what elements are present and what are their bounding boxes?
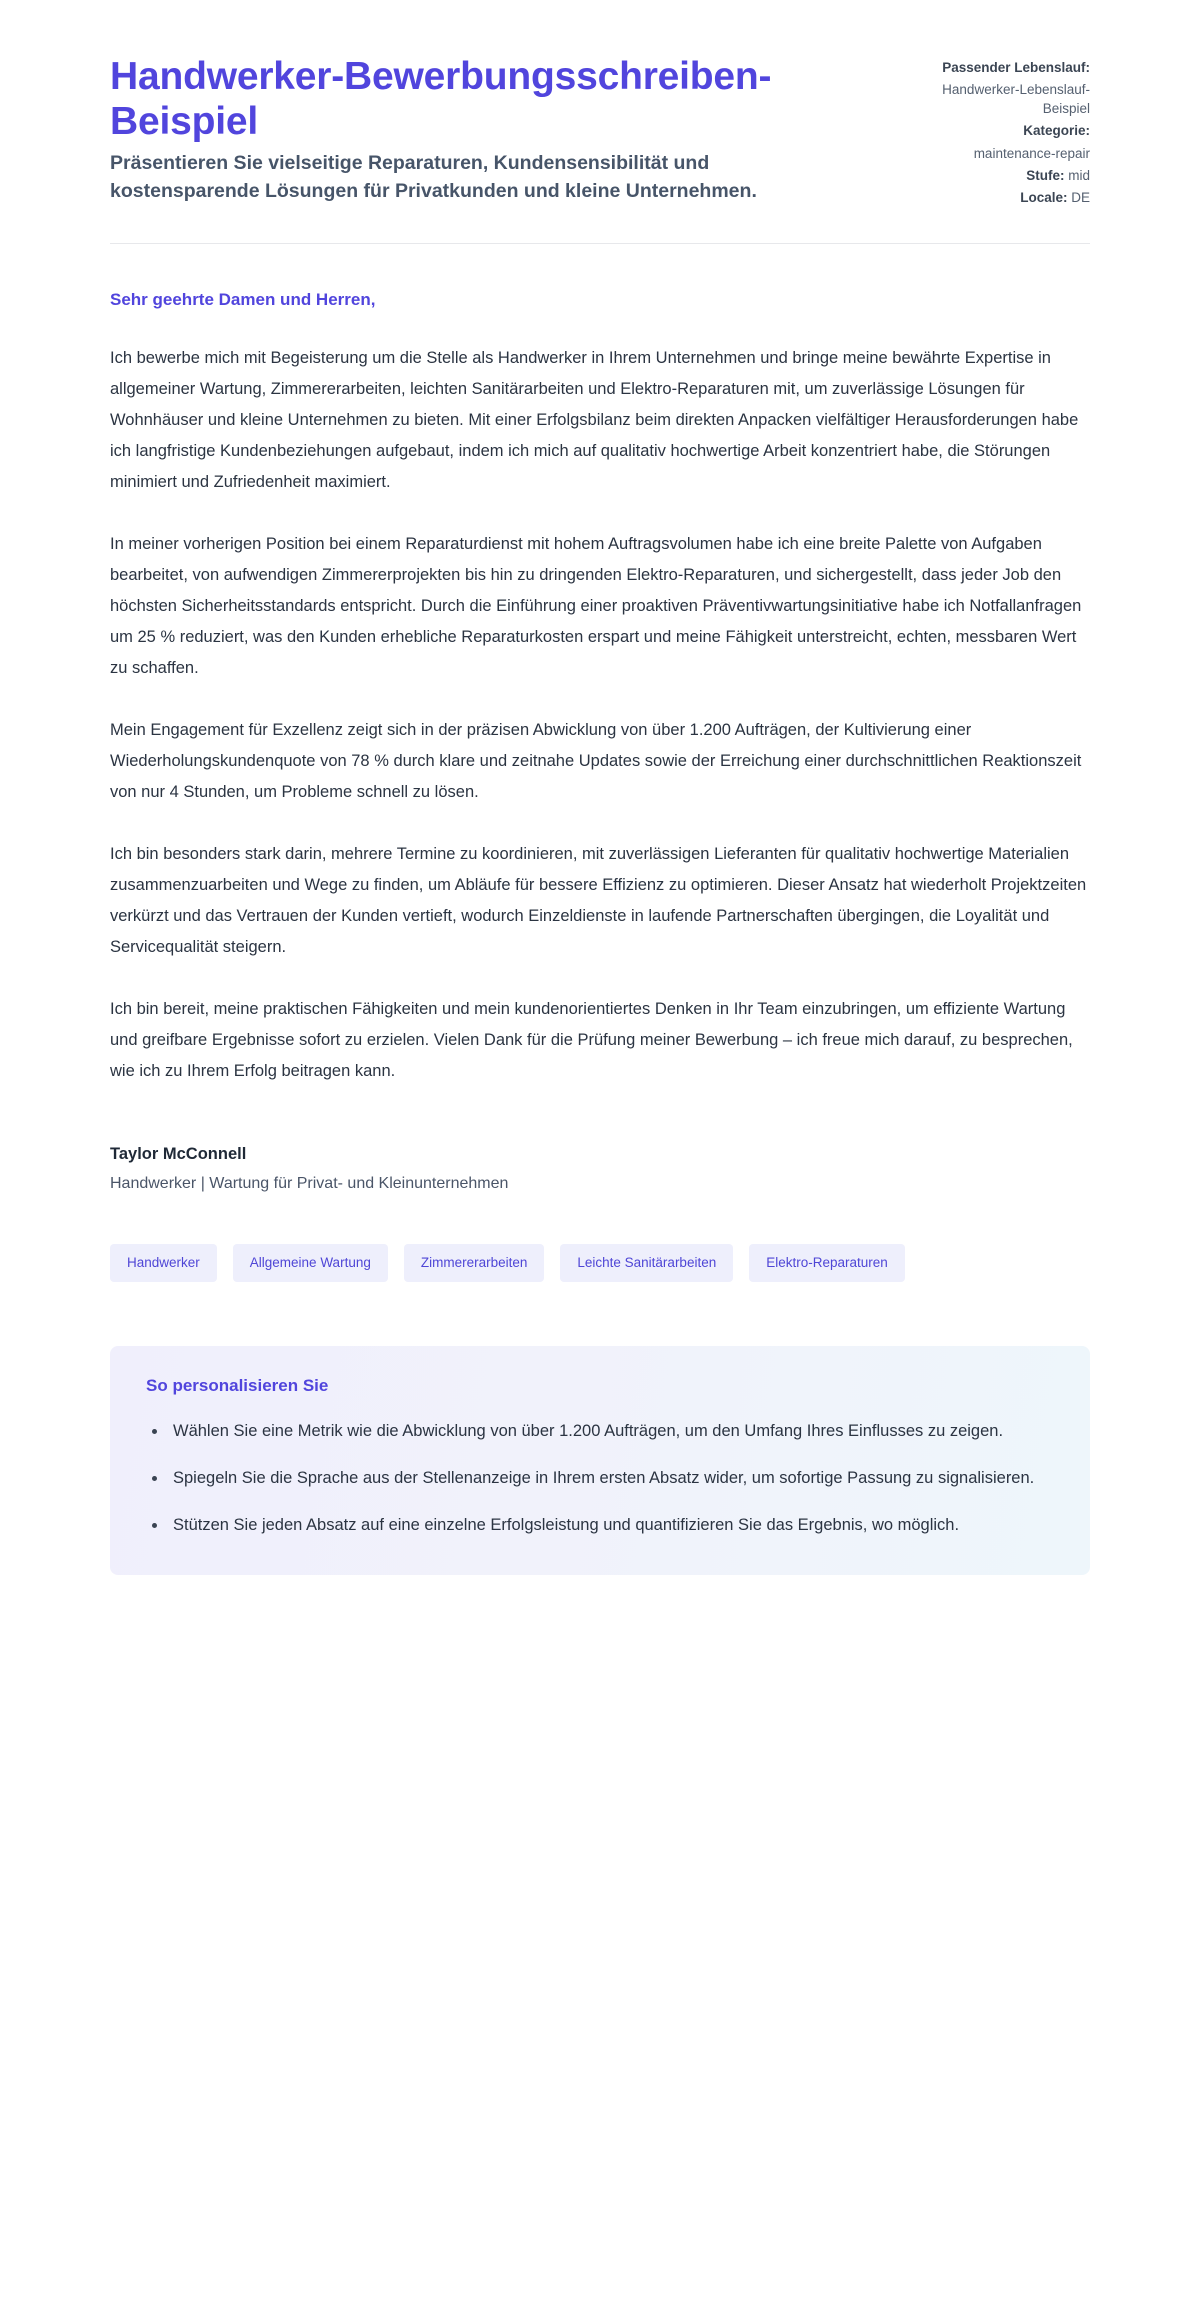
meta-row-level [915, 166, 1090, 185]
meta-value-level: mid [1068, 167, 1090, 183]
meta-row-locale [915, 188, 1090, 207]
signature-name: Taylor McConnell [110, 1145, 247, 1164]
callout-title: So personalisieren Sie [146, 1375, 329, 1395]
letter-paragraph: Ich bin besonders stark darin, mehrere Termine zu koordinieren, mit zuverlässigen Lieferanten für qualitativ hochwertige Materialien zusammenzuarbeiten und Wege zu finden, um Abläufe für bessere Effizienz zu optimieren. Dieser Ansatz hat wiederholt Projektzeiten verkürzt und das Vertrauen der Kunden vertieft, wodurch Einzeldienste in laufende Partnerschaften übergingen, die Loyalität und Servicequalität steigern. [110, 845, 1087, 957]
page-subtitle: Präsentieren Sie vielseitige Reparaturen, Kundensensibilität und kostensparende Lösungen für Privatkunden und kleine Unternehmen. [110, 152, 757, 203]
page-title: Handwerker-Bewerbungsschreiben-Beispiel [110, 55, 772, 144]
metadata-panel [915, 54, 1090, 210]
meta-label-level: Stufe: [1026, 167, 1065, 183]
personalization-callout [110, 1346, 1090, 1575]
callout-list-item: Wählen Sie eine Metrik wie die Abwicklung von über 1.200 Aufträgen, um den Umfang Ihres Einflusses zu zeigen. [146, 1416, 1054, 1446]
letter-paragraph: Ich bewerbe mich mit Begeisterung um die Stelle als Handwerker in Ihrem Unternehmen und bringe meine bewährte Expertise in allgemeiner Wartung, Zimmererarbeiten, leichten Sanitärarbeiten und Elektro-Reparaturen mit, um zuverlässige Lösungen für Wohnhäuser und kleine Unternehmen zu bieten. Mit einer Erfolgsbilanz beim direkten Anpacken vielfältiger Herausforderungen habe ich langfristige Kundenbeziehungen aufgebaut, indem ich mich auf qualitativ hochwertige Arbeit konzentriert habe, die Störungen minimiert und Zufriedenheit maximiert. [110, 348, 1079, 491]
tag-chip[interactable]: Handwerker [110, 1244, 217, 1282]
signature-role: Handwerker | Wartung für Privat- und Kleinunternehmen [110, 1175, 509, 1193]
callout-list-item: Stützen Sie jeden Absatz auf eine einzelne Erfolgsleistung und quantifizieren Sie das Ergebnis, wo möglich. [146, 1510, 1054, 1540]
tag-chip[interactable]: Elektro-Reparaturen [749, 1244, 905, 1282]
header-title-block [110, 54, 810, 206]
meta-label-resume: Passender Lebenslauf: [942, 60, 1090, 75]
document-header [110, 46, 1090, 210]
meta-value-locale: DE [1071, 189, 1090, 205]
meta-value-resume-row [915, 80, 1090, 118]
cover-letter-body [110, 244, 1090, 1087]
meta-row-category [915, 121, 1090, 140]
meta-value-category-row [915, 144, 1090, 163]
meta-label-locale: Locale: [1020, 189, 1068, 205]
letter-paragraph: Ich bin bereit, meine praktischen Fähigkeiten und mein kundenorientiertes Denken in Ihr Team einzubringen, um effiziente Wartung und greifbare Ergebnisse sofort zu erzielen. Vielen Dank für die Prüfung meiner Bewerbung – ich freue mich darauf, zu besprechen, wie ich zu Ihrem Erfolg beitragen kann. [110, 1000, 1073, 1081]
tag-chip[interactable]: Leichte Sanitärarbeiten [560, 1244, 733, 1282]
signature-block [110, 1118, 1090, 1193]
letter-paragraph: Mein Engagement für Exzellenz zeigt sich in der präzisen Abwicklung von über 1.200 Aufträgen, der Kultivierung einer Wiederholungskundenquote von 78 % durch klare und zeitnahe Updates sowie der Erreichung einer durchschnittlichen Reaktionszeit von nur 4 Stunden, um Probleme schnell zu lösen. [110, 721, 1082, 802]
tag-chip[interactable]: Zimmererarbeiten [404, 1244, 545, 1282]
tag-list [110, 1244, 950, 1282]
tag-chip[interactable]: Allgemeine Wartung [233, 1244, 388, 1282]
callout-list-item: Spiegeln Sie die Sprache aus der Stellenanzeige in Ihrem ersten Absatz wider, um sofortige Passung zu signalisieren. [146, 1463, 1054, 1493]
meta-value-resume: Handwerker-Lebenslauf-Beispiel [942, 82, 1090, 117]
meta-value-category: maintenance-repair [973, 145, 1090, 161]
letter-paragraph: In meiner vorherigen Position bei einem Reparaturdienst mit hohem Auftragsvolumen habe ich eine breite Palette von Aufgaben bearbeitet, von aufwendigen Zimmererprojekten bis hin zu dringenden Elektro-Reparaturen, und sichergestellt, dass jeder Job den höchsten Sicherheitsstandards entspricht. Durch die Einführung einer proaktiven Präventivwartungsinitiative habe ich Notfallanfragen um 25 % reduziert, was den Kunden erhebliche Reparaturkosten erspart und meine Fähigkeit unterstreicht, echten, messbaren Wert zu schaffen. [110, 534, 1082, 678]
meta-row-resume [915, 58, 1090, 77]
meta-label-category: Kategorie: [1023, 123, 1090, 139]
callout-list [146, 1416, 1054, 1541]
salutation: Sehr geehrte Damen und Herren, [110, 290, 376, 310]
